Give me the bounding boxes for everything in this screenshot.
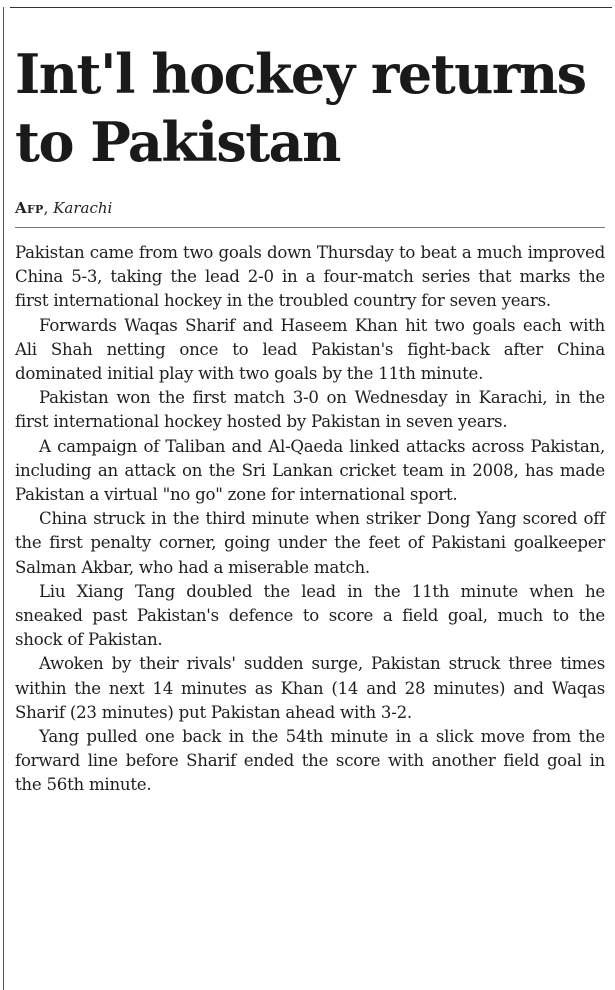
byline-agency: Afp	[15, 199, 44, 217]
article-body	[15, 241, 605, 798]
news-article	[15, 40, 605, 798]
paragraph: Yang pulled one back in the 54th minute in a slick move from the forward line before Sharif ended the score with another field goal in the 56th minute.	[15, 727, 605, 795]
byline-divider	[15, 227, 605, 228]
paragraph: A campaign of Taliban and Al-Qaeda linked attacks across Pakistan, including an attack on the Sri Lankan cricket team in 2008, has made Pakistan a virtual "no go" zone for international sport.	[15, 436, 605, 505]
paragraph: Pakistan won the first match 3-0 on Wednesday in Karachi, in the first international hockey hosted by Pakistan in seven years.	[15, 388, 605, 432]
paragraph: China struck in the third minute when striker Dong Yang scored off the first penalty corner, going under the feet of Pakistani goalkeeper Salman Akbar, who had a miserable match.	[15, 509, 605, 577]
byline	[15, 198, 605, 218]
headline: Int'l hockey returns to Pakistan	[15, 42, 586, 174]
top-rule	[10, 7, 612, 8]
paragraph: Awoken by their rivals' sudden surge, Pakistan struck three times within the next 14 minutes as Khan (14 and 28 minutes) and Waqas Sharif (23 minutes) put Pakistan ahead with 3-2.	[15, 654, 605, 722]
paragraph: Forwards Waqas Sharif and Haseem Khan hit two goals each with Ali Shah netting once to lead Pakistan's fight-back after China dominated initial play with two goals by the 11th minute.	[15, 315, 605, 384]
paragraph: Liu Xiang Tang doubled the lead in the 11th minute when he sneaked past Pakistan's defence to score a field goal, much to the shock of Pakistan.	[15, 581, 605, 650]
paragraph: Pakistan came from two goals down Thursday to beat a much improved China 5-3, taking the lead 2-0 in a four-match series that marks the first international hockey in the troubled country for seven years.	[15, 243, 605, 311]
byline-separator: ,	[43, 199, 49, 217]
byline-location: Karachi	[53, 199, 113, 217]
left-column-rule	[3, 7, 4, 990]
